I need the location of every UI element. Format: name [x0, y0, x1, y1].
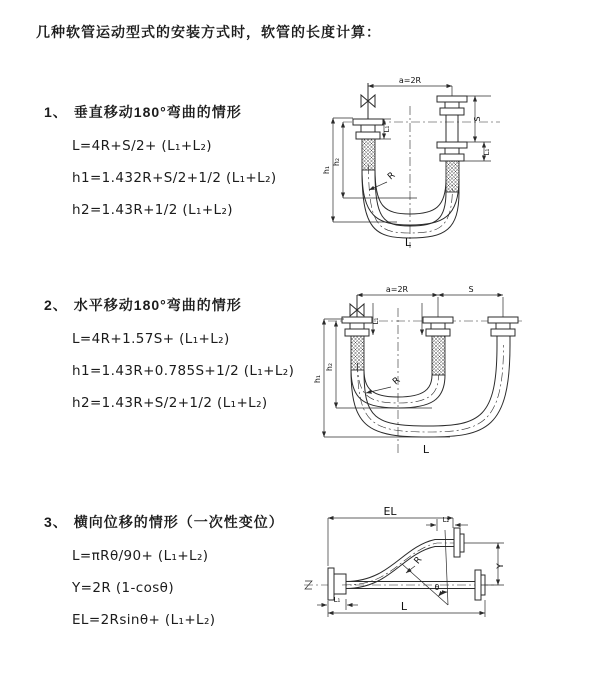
section-2-title: 水平移动180°弯曲的情形 — [73, 297, 242, 313]
radius-label: R — [391, 375, 403, 388]
dim-l1-left-label: L₁ — [383, 125, 391, 133]
hose-u-bend — [362, 165, 459, 238]
length-label: L — [404, 236, 412, 249]
dimension-l1 — [372, 303, 422, 335]
formula-2-h1: h1=1.43R+0.785S+1/2 (L₁+L₂) — [72, 363, 295, 379]
dim-l1-right-label: L₁ — [483, 148, 491, 156]
dim-h2-label: h₂ — [325, 362, 334, 372]
formula-2-L: L=4R+1.57S+ (L₁+L₂) — [72, 331, 230, 347]
dimension-a2r — [357, 285, 438, 295]
right-connector-upper — [437, 96, 467, 142]
valve-icon — [361, 83, 375, 119]
formula-2-h2: h2=1.43R+S/2+1/2 (L₁+L₂) — [72, 395, 268, 411]
right-connector-lower — [437, 142, 467, 161]
dim-a2r-label: a=2R — [385, 285, 409, 294]
left-connector — [342, 317, 372, 336]
section-2 — [44, 295, 294, 411]
dim-l1-label: L₁ — [333, 596, 341, 604]
diagram-lateral-displacement — [298, 498, 598, 643]
middle-braid-section — [432, 336, 445, 375]
right-connector — [488, 317, 518, 345]
diagram-horizontal-movement — [310, 283, 600, 465]
section-3-index: 3、 — [44, 514, 68, 530]
dim-y-label: Y — [496, 563, 506, 569]
dimension-s — [438, 285, 503, 317]
angle-theta — [402, 530, 448, 605]
formula-1-h2: h2=1.43R+1/2 (L₁+L₂) — [72, 202, 233, 218]
dim-l2-label: L₂ — [442, 516, 450, 524]
dim-l-label: L — [400, 600, 408, 613]
section-2-index: 2、 — [44, 297, 68, 313]
dimension-s — [454, 96, 491, 142]
formula-1-h1: h1=1.432R+S/2+1/2 (L₁+L₂) — [72, 170, 277, 186]
section-2-heading — [44, 295, 294, 315]
section-3 — [44, 512, 284, 628]
right-braid-section — [446, 161, 459, 192]
dimension-a2r — [368, 76, 452, 98]
formula-1-L: L=4R+S/2+ (L₁+L₂) — [72, 138, 212, 154]
middle-connector — [423, 317, 453, 336]
dim-a2r-label: a=2R — [398, 76, 422, 85]
section-3-heading — [44, 512, 284, 532]
radius-callout — [369, 171, 397, 190]
diagram-vertical-movement — [305, 70, 595, 260]
left-connector — [353, 119, 383, 139]
formula-3-Y: Y=2R (1-cosθ) — [72, 580, 174, 596]
section-3-title: 横向位移的情形（一次性变位） — [73, 514, 284, 530]
dim-l1-label: L₁ — [372, 317, 380, 325]
radius-label: R — [386, 170, 398, 183]
section-1-heading — [44, 102, 277, 122]
dim-s-label: S — [473, 116, 482, 122]
upper-right-flange — [454, 528, 504, 557]
section-1-index: 1、 — [44, 104, 68, 120]
dim-h1-label: h₁ — [313, 374, 322, 384]
valve-icon — [350, 295, 364, 317]
dim-s-label: S — [468, 285, 474, 294]
section-1 — [44, 102, 277, 218]
dim-h2-label: h₂ — [332, 157, 341, 167]
dimension-l1 — [317, 596, 358, 610]
dimension-el — [328, 505, 453, 566]
dim-el-label: EL — [383, 505, 397, 518]
length-label: L — [422, 443, 430, 456]
angle-theta-label: θ — [434, 583, 440, 592]
page-title: 几种软管运动型式的安装方式时，软管的长度计算： — [36, 24, 381, 40]
section-1-title: 垂直移动180°弯曲的情形 — [73, 104, 242, 120]
formula-3-L: L=πRθ/90+ (L₁+L₂) — [72, 548, 209, 564]
radius-label: R — [412, 555, 425, 567]
dim-h1-label: h₁ — [322, 165, 331, 175]
dimension-l — [328, 600, 485, 617]
formula-3-EL: EL=2Rsinθ+ (L₁+L₂) — [72, 612, 216, 628]
